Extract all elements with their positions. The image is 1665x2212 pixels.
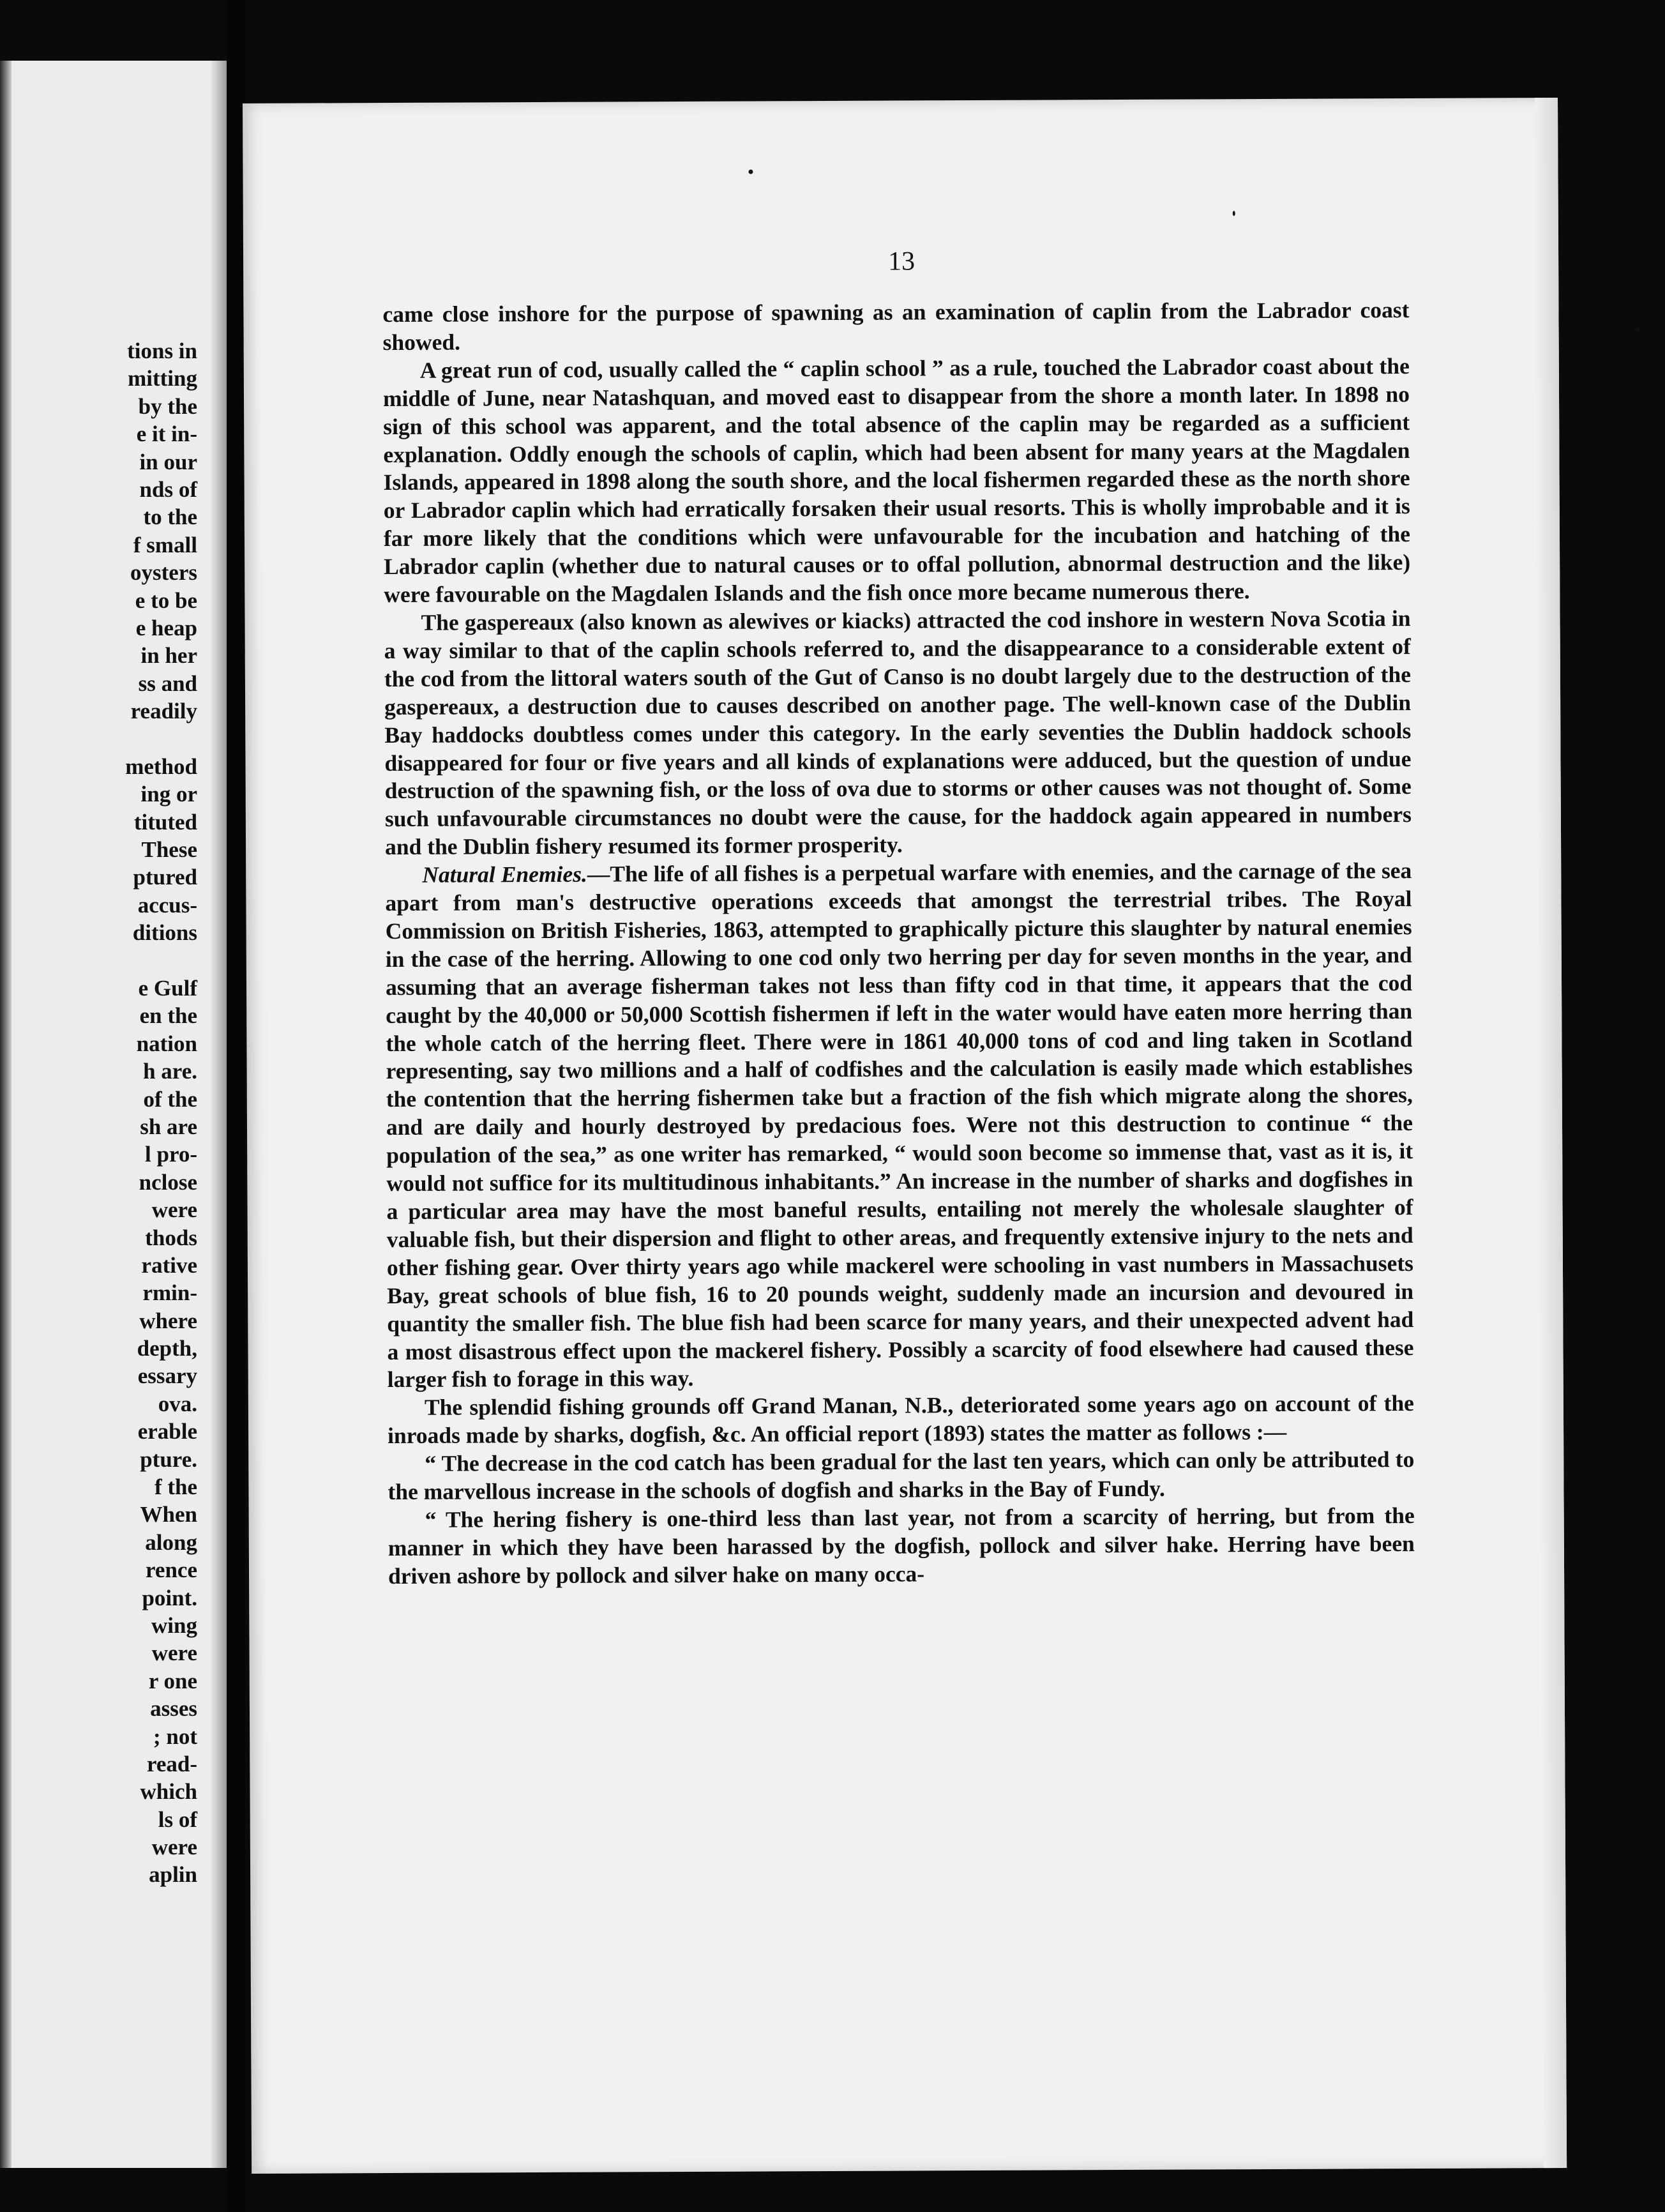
left-page-line: f the [154,1474,197,1500]
paragraph-text: “ The decrease in the cod catch has been gradual for the last ten years, which can only be attributed to the marvellous increase in the schools of dogfish and sharks in the Bay of Fundy. [388,1446,1415,1505]
left-page-line: e heap [135,615,197,640]
left-page-line: r one [148,1668,197,1693]
left-page-line: sh are [140,1114,197,1139]
page-number: 13 [887,246,915,276]
paragraph-text: “ The hering fishery is one-third less than last year, not from a scarcity of herring, but from the manner in which they have been harassed by the dogfish, pollock and silver hake. Herring have been driven ashore by pollock and silver hake on many occa- [388,1502,1415,1589]
left-page-line: along [145,1529,197,1555]
left-page-line: by the [138,393,197,419]
left-page-fragment [0,61,227,2168]
left-page-line: asses [150,1696,197,1722]
paragraph [388,1446,1414,1506]
left-page-line: were [151,1197,197,1223]
left-page-line: e it in- [136,421,197,447]
left-page-line: readily [130,699,197,724]
left-page-line: in her [140,643,197,669]
left-page-line: ova. [158,1391,197,1416]
left-page-line: These [141,837,197,863]
left-page-line [0,947,197,974]
left-page-line: which [140,1779,197,1805]
ink-speck [748,170,753,174]
left-page-line: oysters [130,560,197,586]
section-sidehead: Natural Enemies. [422,861,587,888]
left-page-line: mitting [128,366,197,391]
left-page-line: rence [146,1557,197,1583]
left-page-line: rmin- [142,1280,197,1306]
paragraph [383,352,1411,609]
left-page-line: When [140,1502,197,1527]
paragraph-text: came close inshore for the purpose of spawning as an examination of caplin from the Labrador coast showed. [382,297,1410,355]
left-page-line: tions in [127,338,197,363]
left-page-line: nds of [139,476,197,502]
left-page-line: essary [137,1363,197,1389]
left-page-line: rative [141,1252,197,1278]
left-page-line: pture. [140,1446,197,1472]
left-page-line: ss and [138,670,197,696]
left-page-line: nation [136,1031,197,1056]
left-page-line: ing or [140,782,197,807]
paragraph [384,605,1412,861]
paragraph-text: The gaspereaux (also known as alewives or kiacks) attracted the cod inshore in western Nova Scotia in a way similar to that of the caplin schools referred to, and the disappearance to a considerable extent of the cod from the littoral waters south of the Gut of Canso is no doubt largely due to the destruction of the gaspereaux, a destruction due to causes described on another page. The well-known case of the Dublin Bay haddocks doubtless comes under this category. In the early seventies the Dublin haddock schools disappeared for four or five years and all kinds of explanations were adduced, but the question of undue destruction of the spawning fish, or the loss of ova due to storms or other causes was not thought of. Some such unfavourable circumstances no doubt were the cause, for the haddock again appeared in numbers and the Dublin fishery resumed its former prosperity. [384,605,1412,860]
paragraph [385,857,1414,1394]
left-page-line: h are. [143,1059,197,1084]
paragraph [388,1390,1414,1450]
left-page-line: thods [145,1225,197,1250]
left-page-line: accus- [137,892,197,918]
ink-speck [1636,327,1640,331]
left-page-line: of the [143,1086,197,1112]
paragraph [388,1502,1415,1591]
left-page-line: where [139,1308,197,1333]
main-page [243,98,1567,2174]
left-page-line: tituted [133,809,197,835]
left-page-line: ; not [153,1723,197,1749]
ink-speck [1233,211,1235,216]
left-page-line: ptured [133,865,197,890]
paragraph-text: —The life of all fishes is a perpetual warfare with enemies, and the carnage of the sea apart from man's destructive operations exceeds that amongst the terrestrial tribes. The Royal Commission on British Fisheries, 1863, attempted to graphically picture this slaughter by natural enemies in the case of the herring. Allowing to one cod only two herring per day for seven months in the year, and assuming that an average fisherman takes not less than fifty cod in that time, it appears that the cod caught by the 40,000 or 50,000 Scottish fishermen if left in the water would have eaten more herring than the whole catch of the herring fleet. There were in 1861 40,000 tons of cod and ling taken in Scotland representing, say two millions and a half of codfishes and the calculation is easily made which establishes the contention that the herring fishermen take but a fraction of the fish which migrate along the shores, and are daily and hourly destroyed by predacious foes. Were not this destruction to continue “ the population of the sea,” as one writer has remarked, “ would soon become so immense that, vast as it is, it would not suffice for its multitudinous inhabitants.” An increase in the number of sharks and dogfishes in a particular area may have the most baneful results, entailing not merely the wholesale slaughter of valuable fish, but their dispersion and flight to other areas, and frequently extensive injury to the nets and other fishing gear. Over thirty years ago while mackerel were schooling in vast numbers in Massachusets Bay, great schools of blue fish, 16 to 20 pounds weight, suddenly made an incursion and devoured in quantity the smaller fish. The blue fish had been scarce for many years, and their unexpected advent had a most disastrous effect upon the mackerel fishery. Possibly a scarcity of food elsewhere had caused these larger fish to forage in this way. [385,858,1414,1393]
left-page-line: aplin [149,1862,197,1888]
paragraph-text: The splendid fishing grounds off Grand Manan, N.B., deteriorated some years ago on account of the inroads made by sharks, dogfish, &c. An official report (1893) states the matter as follows :— [388,1390,1414,1449]
left-page-line: were [151,1640,197,1666]
left-page-line: ls of [158,1807,197,1832]
left-page-line: ditions [132,920,197,946]
left-page-line: e Gulf [138,975,197,1001]
paragraph-text: A great run of cod, usually called the “ caplin school ” as a rule, touched the Labrador coast about the middle of June, near Natashquan, and moved east to disappear from the shore a month later. In 1898 no sign of this school was apparent, and the total absence of the caplin may be regarded as a sufficient explanation. Oddly enough the schools of caplin, which had been absent for many years at the Magdalen Islands, appeared in 1898 along the south shore, and the local fishermen regarded these as the north shore or Labrador caplin which had erratically forsaken their usual resorts. This is wholly improbable and it is far more likely that the conditions which were unfavourable for the incubation and hatching of the Labrador caplin (whether due to natural causes or to offal pollution, abnormal destruction and the like) were favourable on the Magdalen Islands and the fish once more became numerous there. [382,352,1411,608]
left-page-line: wing [151,1612,197,1638]
left-page-line: to the [143,504,197,530]
left-page-line: f small [133,532,197,557]
left-page-line: read- [146,1751,197,1776]
page-body [382,296,1415,1591]
left-page-line: method [125,754,197,779]
left-page-line: were [151,1835,197,1860]
left-page-line: depth, [137,1336,197,1361]
left-page-line: nclose [139,1169,197,1195]
left-page-line: l pro- [145,1142,197,1167]
paragraph [382,296,1409,357]
left-page-line: erable [137,1419,197,1444]
left-page-line: e to be [135,587,197,613]
left-page-line: en the [139,1003,197,1029]
left-page-line: point. [142,1585,197,1610]
left-page-line [0,725,197,752]
left-page-line: in our [139,449,197,474]
book-gutter [227,0,245,2212]
left-page-text [0,337,197,1889]
